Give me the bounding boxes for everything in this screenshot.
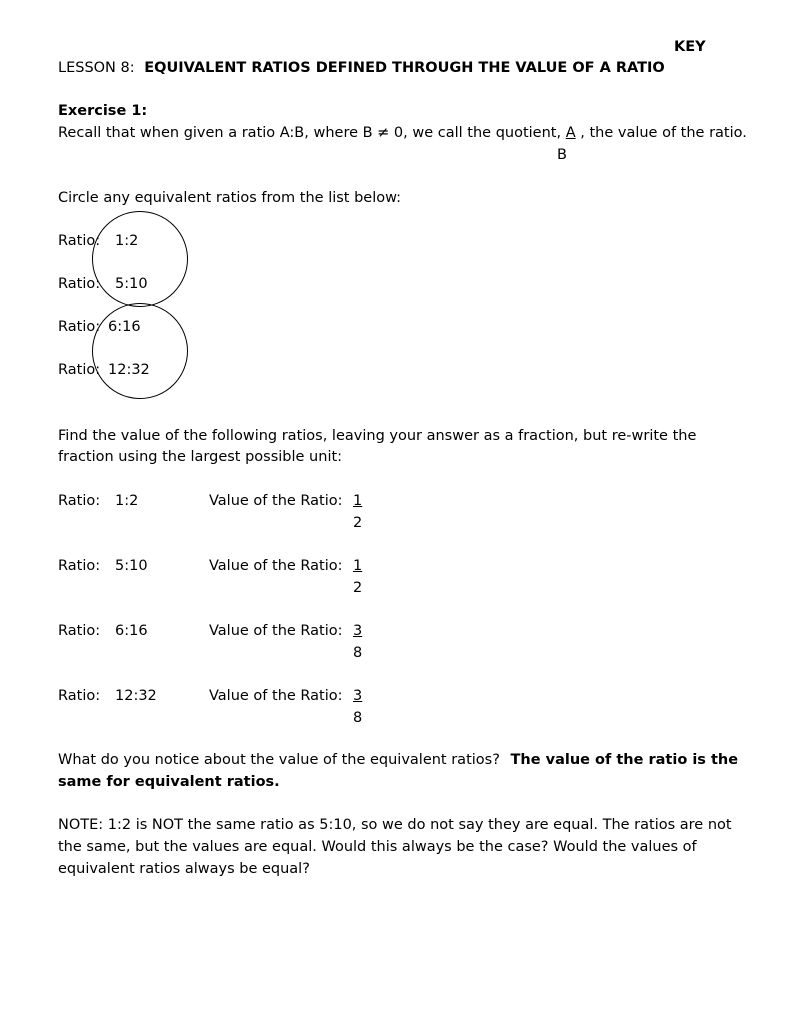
fraction-denominator: 2 [353, 580, 363, 596]
value-row-ratio: 12:32 [115, 688, 157, 704]
value-row-value-label: Value of the Ratio: [209, 623, 343, 639]
value-row-value-label: Value of the Ratio: [209, 558, 343, 574]
circle-list-value: 5:10 [115, 276, 148, 292]
ratio-label: Ratio: [58, 276, 101, 292]
find-prompt-line1: Find the value of the following ratios, leaving your answer as a fraction, but re-write the [58, 428, 697, 444]
value-row-label: Ratio: [58, 558, 101, 574]
lesson-prefix: LESSON 8: [58, 60, 135, 76]
circle-list-value: 12:32 [108, 362, 150, 378]
recall-numerator: A [565, 125, 576, 141]
fraction-denominator: 8 [353, 645, 363, 661]
value-row-ratio: 6:16 [115, 623, 148, 639]
fraction-numerator: 1 [353, 493, 363, 509]
page-title [58, 58, 665, 78]
fraction-numerator: 1 [353, 558, 363, 574]
fraction-denominator: 2 [353, 515, 363, 531]
key-label: KEY [674, 39, 706, 55]
circle-prompt: Circle any equivalent ratios from the list below: [58, 190, 402, 206]
value-row-label: Ratio: [58, 493, 101, 509]
ratio-label: Ratio: [58, 362, 101, 378]
circle-list-value: 6:16 [108, 319, 141, 335]
value-row-ratio: 5:10 [115, 558, 148, 574]
value-row-value-label: Value of the Ratio: [209, 688, 343, 704]
answer-circle-2 [92, 303, 188, 399]
answer-circle-1 [92, 211, 188, 307]
circle-list-value: 1:2 [115, 233, 139, 249]
value-row-value-label: Value of the Ratio: [209, 493, 343, 509]
notice-answer-line1: The value of the ratio is the [510, 752, 739, 768]
notice-question: What do you notice about the value of the equivalent ratios? [58, 752, 500, 768]
find-prompt-line2: fraction using the largest possible unit: [58, 449, 343, 465]
recall-text [58, 123, 747, 143]
value-row-label: Ratio: [58, 688, 101, 704]
ratio-label: Ratio: [58, 233, 101, 249]
exercise-heading: Exercise 1: [58, 103, 148, 119]
notice-question-line [58, 750, 738, 770]
recall-denominator: B [557, 147, 567, 163]
value-row-ratio: 1:2 [115, 493, 139, 509]
note-line2: the same, but the values are equal. Would this always be the case? Would the values of [58, 839, 697, 855]
circle-list-item [58, 274, 100, 294]
note-line1: NOTE: 1:2 is NOT the same ratio as 5:10, so we do not say they are equal. The ratios are not [58, 817, 732, 833]
fraction-numerator: 3 [353, 623, 363, 639]
note-line3: equivalent ratios always be equal? [58, 861, 310, 877]
recall-before: Recall that when given a ratio A:B, where B ≠ 0, we call the quotient, [58, 125, 562, 141]
fraction-denominator: 8 [353, 710, 363, 726]
fraction-numerator: 3 [353, 688, 363, 704]
lesson-title: EQUIVALENT RATIOS DEFINED THROUGH THE VALUE OF A RATIO [144, 60, 665, 76]
recall-after: , the value of the ratio. [580, 125, 747, 141]
notice-answer-line2: same for equivalent ratios. [58, 774, 280, 790]
value-row-label: Ratio: [58, 623, 101, 639]
ratio-label: Ratio: [58, 319, 101, 335]
